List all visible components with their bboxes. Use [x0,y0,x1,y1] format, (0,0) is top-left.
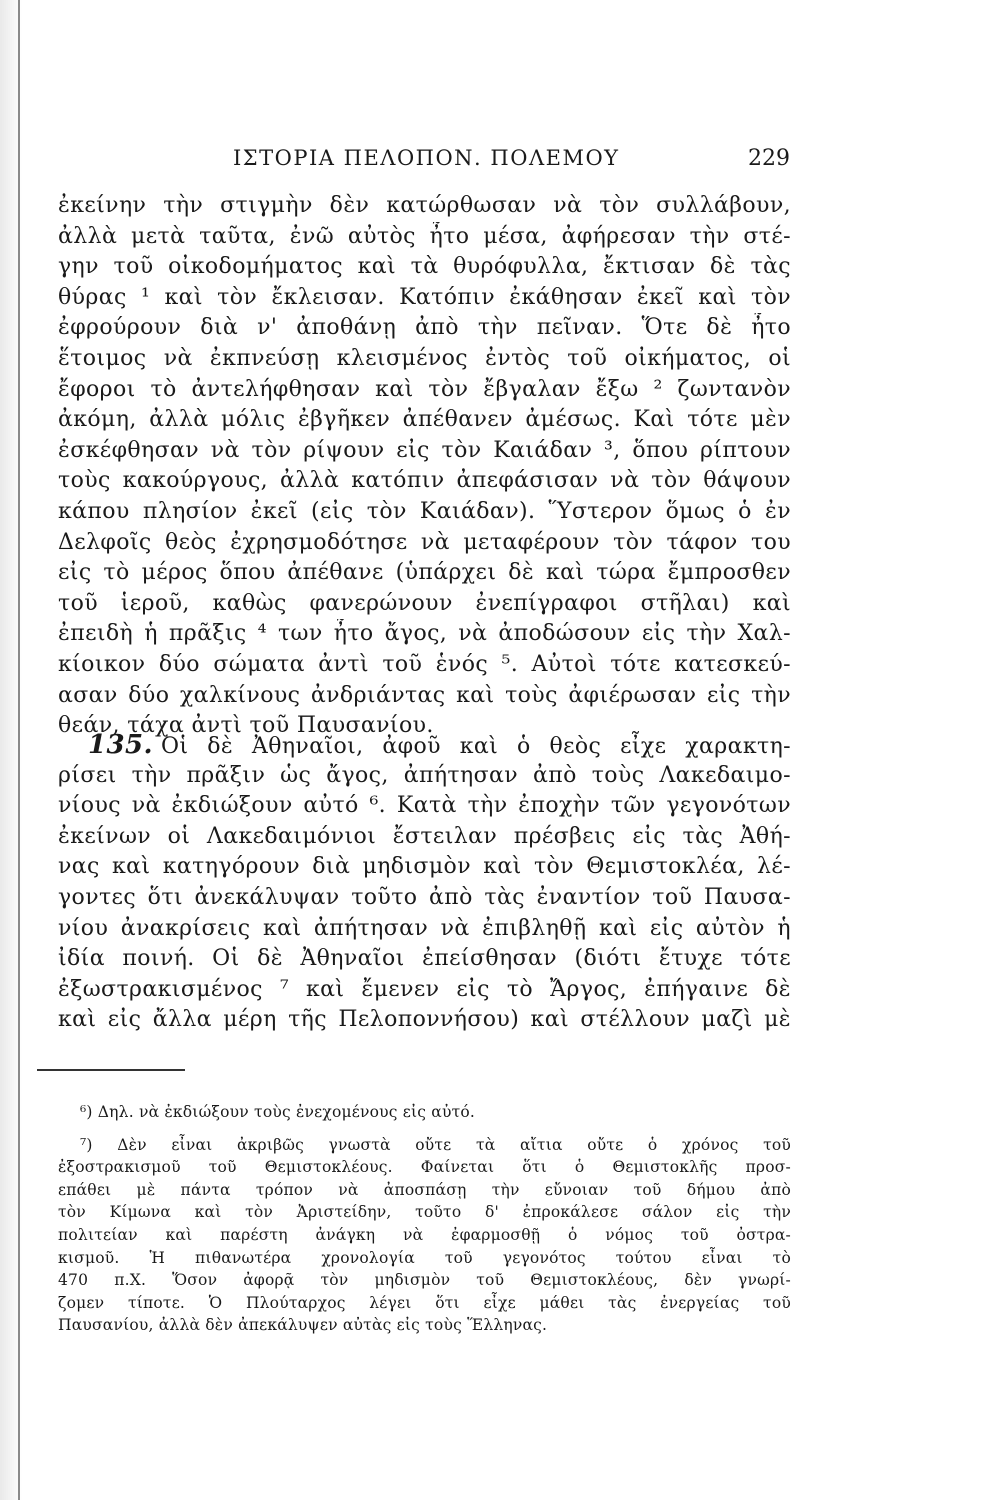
text-line: νας καὶ κατηγόρουν διὰ μηδισμὸν καὶ τὸν Θεμιστοκλέα, λέ- [58,854,791,880]
text-line: καὶ εἰς ἄλλα μέρη τῆς Πελοποννήσου) καὶ στέλλουν μαζὶ μὲ [58,1007,791,1033]
text-line: τοῦ ἱεροῦ, καθὼς φανερώνουν ἐνεπίγραφοι στῆλαι) καὶ [58,590,791,616]
text-line: ἐπειδὴ ἡ πρᾶξις ⁴ των ἦτο ἄγος, νὰ ἀποδώσουν εἰς τὴν Χαλ- [58,621,791,647]
text-line: κάπου πλησίον ἐκεῖ (εἰς τὸν Καιάδαν). Ὕστερον ὅμως ὁ ἐν [58,498,791,524]
footnote-7-line: πολιτείαν καὶ παρέστη ἀνάγκη νὰ ἐφαρμοσθῇ ὁ νόμος τοῦ ὀστρα- [58,1225,791,1244]
text-line: γην τοῦ οἰκοδομήματος καὶ τὰ θυρόφυλλα, ἔκτισαν δὲ τὰς [58,254,791,280]
text-line: νίου ἀνακρίσεις καὶ ἀπήτησαν νὰ ἐπιβληθῇ καὶ εἰς αὐτὸν ἡ [58,915,791,941]
section-135 [58,730,791,1036]
footnote-gap [58,1124,791,1134]
footnote-7-line: τὸν Κίμωνα καὶ τὸν Ἀριστείδην, τοῦτο δ' ἐπροκάλεσε σάλον εἰς τὴν [58,1203,791,1222]
section-first-line [58,730,791,761]
text-line: κίοικον δύο σώματα ἀντὶ τοῦ ἑνός ⁵. Αὐτοὶ τότε κατεσκεύ- [58,651,791,677]
text-line: ρίσει τὴν πρᾶξιν ὡς ἄγος, ἀπήτησαν ἀπὸ τοὺς Λακεδαιμο- [58,762,791,788]
page-binding-edge [18,0,20,1500]
page-header [233,146,790,180]
text-line: ἀλλὰ μετὰ ταῦτα, ἐνῶ αὐτὸς ἦτο μέσα, ἀφήρεσαν τὴν στέ- [58,223,791,249]
footnote-7-line: ζομεν τίποτε. Ὁ Πλούταρχος λέγει ὅτι εἶχε μάθει τὰς ἐνεργείας τοῦ [58,1293,791,1312]
paragraph-continued [58,191,791,742]
text-line: ἔφοροι τὸ ἀντελήφθησαν καὶ τὸν ἔβγαλαν ἔξω ² ζωντανὸν [58,376,791,402]
footnote-7-line: 470 π.Χ. Ὅσον ἀφορᾷ τὸν μηδισμὸν τοῦ Θεμιστοκλέους, δὲν γνωρί- [58,1271,791,1290]
section-first-line-text: Οἱ δὲ Ἀθηναῖοι, ἀφοῦ καὶ ὁ θεὸς εἶχε χαρακτη- [160,734,791,759]
text-line: τοὺς κακούργους, ἀλλὰ κατόπιν ἀπεφάσισαν νὰ τὸν θάψουν [58,468,791,494]
text-line: ἐκείνην τὴν στιγμὴν δὲν κατώρθωσαν νὰ τὸν συλλάβουν, [58,193,791,218]
text-line: θεάν, τάχα ἀντὶ τοῦ Παυσανίου. [58,713,434,739]
footnotes [58,1101,791,1337]
text-line: εἰς τὸ μέρος ὅπου ἀπέθανε (ὑπάρχει δὲ καὶ τώρα ἔμπροσθεν [58,560,791,586]
text-line: θύρας ¹ καὶ τὸν ἔκλεισαν. Κατόπιν ἐκάθησαν ἐκεῖ καὶ τὸν [58,284,791,310]
text-line: ἀκόμη, ἀλλὰ μόλις ἐβγῆκεν ἀπέθανεν ἀμέσως. Καὶ τότε μὲν [58,407,791,433]
text-line: ἰδία ποινή. Οἱ δὲ Ἀθηναῖοι ἐπείσθησαν (διότι ἔτυχε τότε [58,946,791,972]
footnote-6: ⁶) Δηλ. νὰ ἐκδιώξουν τοὺς ἐνεχομένους εἰς αὐτό. [80,1103,476,1121]
footnote-7-line: κισμοῦ. Ἡ πιθανωτέρα χρονολογία τοῦ γεγονότος τούτου εἶναι τὸ [58,1248,791,1267]
page-number: 229 [748,146,790,171]
text-line: ἐξωστρακισμένος ⁷ καὶ ἔμενεν εἰς τὸ Ἄργος, ἐπήγαινε δὲ [58,976,791,1002]
running-title: ΙΣΤΟΡΙΑ ΠΕΛΟΠΟΝ. ΠΟΛΕΜΟΥ [233,146,620,170]
text-line: Δελφοῖς θεὸς ἐχρησμοδότησε νὰ μεταφέρουν τὸν τάφον του [58,529,791,555]
footnote-7-line: ⁷) Δὲν εἶναι ἀκριβῶς γνωστὰ οὔτε τὰ αἴτια οὔτε ὁ χρόνος τοῦ [80,1135,791,1154]
text-line: ἐφρούρουν διὰ ν' ἀποθάνῃ ἀπὸ τὴν πεῖναν. Ὅτε δὲ ἦτο [58,315,791,341]
section-number: 135. [88,730,153,760]
text-line: ασαν δύο χαλκίνους ἀνδριάντας καὶ τοὺς ἀφιέρωσαν εἰς τὴν [58,682,791,708]
text-line: ἕτοιμος νὰ ἐκπνεύσῃ κλεισμένος ἐντὸς τοῦ οἰκήματος, οἱ [58,345,791,371]
text-line: ἐσκέφθησαν νὰ τὸν ρίψουν εἰς τὸν Καιάδαν ³, ὅπου ρίπτουν [58,437,791,463]
text-line: ἐκείνων οἱ Λακεδαιμόνιοι ἔστειλαν πρέσβεις εἰς τὰς Ἀθή- [58,823,791,849]
footnote-7-line: ἐξοστρακισμοῦ τοῦ Θεμιστοκλέους. Φαίνεται ὅτι ὁ Θεμιστοκλῆς προσ- [58,1158,791,1177]
footnote-7-line: επάθει μὲ πάντα τρόπον νὰ ἀποσπάσῃ τὴν εὔνοιαν τοῦ δήμου ἀπὸ [58,1180,791,1199]
footnote-rule [37,1069,185,1071]
text-line: γοντες ὅτι ἀνεκάλυψαν τοῦτο ἀπὸ τὰς ἐναντίον τοῦ Παυσα- [58,884,791,910]
footnote-7-line: Παυσανίου, ἀλλὰ δὲν ἀπεκάλυψεν αὐτὰς εἰς τοὺς Ἕλληνας. [58,1316,548,1335]
text-line: νίους νὰ ἐκδιώξουν αὐτό ⁶. Κατὰ τὴν ἐποχὴν τῶν γεγονότων [58,793,791,819]
